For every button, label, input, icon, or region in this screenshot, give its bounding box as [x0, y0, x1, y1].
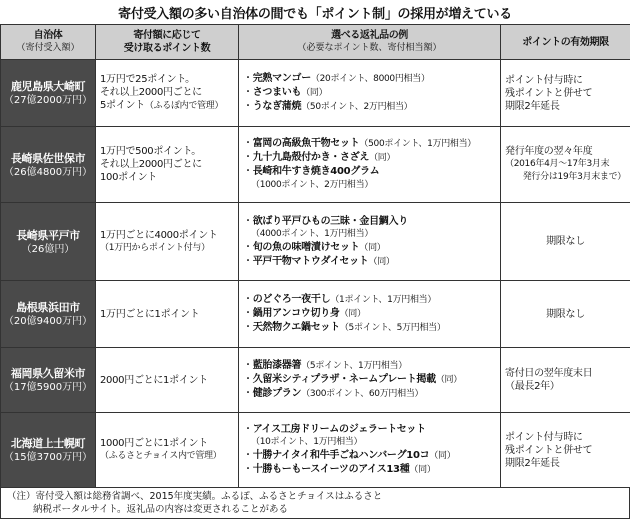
header-points-line2: 受け取るポイント数: [123, 43, 211, 54]
municipality-cell: [1, 281, 96, 348]
gift-item: ・富岡の高級魚干物セット（500ポイント、1万円相当）: [243, 138, 477, 149]
gift-item: ・のどぐろ一夜干し（1ポイント、1万円相当）: [243, 294, 437, 305]
gift-detail: （1000ポイント、2万円相当）: [251, 180, 374, 190]
municipality-cell: [1, 413, 96, 488]
points-text: 1万円で500ポイント。: [100, 146, 201, 157]
gift-item: ・久留米シティプラザ・ネームプレート掲載（同）: [243, 374, 462, 385]
validity-text: ポイント付与時に: [505, 74, 583, 86]
validity-text: ポイント付与時に: [505, 431, 583, 443]
gifts-cell: [239, 281, 501, 348]
points-text: 1万円ごとに4000ポイント: [100, 229, 218, 241]
page-title: 寄付受入額の多い自治体の間でも「ポイント制」の採用が増えている: [118, 7, 512, 22]
donation-amount: （27億2000万円）: [3, 95, 93, 106]
table-row: [1, 413, 630, 488]
header-municipality: [1, 25, 96, 60]
gifts-cell: [239, 348, 501, 413]
points-cell: [96, 413, 239, 488]
table-header-row: [1, 25, 630, 60]
gift-detail: （10ポイント、1万円相当）: [251, 437, 363, 447]
donation-amount: （15億3700万円）: [3, 452, 93, 463]
header-municipality-label: 自治体: [33, 30, 63, 41]
points-text: 2000円ごとに1ポイント: [100, 374, 208, 386]
validity-text: 残ポイントと併せて: [505, 87, 593, 99]
points-text: 1万円ごとに1ポイント: [100, 308, 200, 320]
validity-cell: [501, 127, 630, 203]
gift-item: ・十勝もーもースイーツのアイス13種（同）: [243, 464, 436, 475]
gift-detail: （4000ポイント、1万円相当）: [251, 228, 374, 239]
municipality-cell: [1, 127, 96, 203]
validity-text: 期限2年延長: [505, 100, 560, 112]
header-points-line1: 寄付額に応じて: [133, 30, 201, 41]
gifts-cell: [239, 203, 501, 281]
gift-item: ・長崎和牛すき焼き400グラム: [243, 166, 380, 177]
donation-amount: （17億5900万円）: [3, 382, 93, 393]
gift-item: ・平戸干物マトウダイセット（同）: [243, 255, 395, 267]
points-cell: [96, 281, 239, 348]
header-validity: [501, 25, 630, 60]
header-municipality-sub: （寄付受入額）: [16, 43, 80, 53]
table-row: [1, 127, 630, 203]
gift-item: ・旬の魚の味噌漬けセット（同）: [243, 241, 386, 253]
validity-text: 期限なし: [546, 308, 585, 320]
donation-amount: （26億円）: [21, 243, 75, 255]
table-row: [1, 348, 630, 413]
validity-cell: [501, 203, 630, 281]
points-cell: [96, 60, 239, 127]
municipality-name: 長崎県佐世保市: [10, 151, 86, 165]
footnote: [0, 487, 630, 519]
validity-cell: [501, 348, 630, 413]
gift-item: ・完熟マンゴー（20ポイント、8000円相当）: [243, 73, 430, 84]
points-cell: [96, 203, 239, 281]
header-gifts-label: 選べる返礼品の例: [331, 30, 408, 41]
points-cell: [96, 348, 239, 413]
gift-item: ・鍋用アンコウ切り身（同）: [243, 308, 366, 319]
points-text: 100ポイント: [100, 172, 157, 183]
points-note: （1万円からポイント付与）: [100, 242, 210, 253]
donation-amount: （26億4800万円）: [3, 166, 93, 178]
gift-item: ・うなぎ蒲焼（50ポイント、2万円相当）: [243, 101, 413, 112]
header-points: [96, 25, 239, 60]
donation-amount: （20億9400万円）: [3, 316, 93, 327]
municipality-cell: [1, 203, 96, 281]
footnote-line: 納税ポータルサイト。返礼品の内容は変更されることがある: [33, 504, 288, 515]
gift-item: ・さつまいも（同）: [243, 87, 328, 98]
gift-item: ・天然物クエ鍋セット（5ポイント、5万円相当）: [243, 322, 446, 333]
gift-item: ・アイス工房ドリームのジェラートセット: [243, 424, 426, 435]
gift-item: ・藍胎漆器箸（5ポイント、1万円相当）: [243, 360, 407, 371]
header-validity-label: ポイントの有効期限: [522, 36, 609, 48]
points-text: それ以上2000円ごとに: [100, 87, 202, 98]
gift-item: ・九十九島殻付かき・さざえ（同）: [243, 152, 396, 163]
header-gifts-sub: （必要なポイント数、寄付相当額）: [297, 43, 442, 53]
header-gifts: [239, 25, 501, 60]
points-text: 5ポイント: [100, 100, 145, 111]
gift-item: ・欲ばり平戸ひもの三昧・金目鯛入り: [243, 215, 408, 227]
validity-cell: [501, 281, 630, 348]
municipality-name: 鹿児島県大崎町: [10, 80, 86, 93]
municipality-name: 福岡県久留米市: [10, 367, 86, 380]
gifts-cell: [239, 60, 501, 127]
validity-text: 寄付日の翌年度末日: [505, 368, 593, 379]
municipality-cell: [1, 348, 96, 413]
validity-note: 発行分は19年3月末まで）: [522, 172, 626, 182]
points-note: （ふるさとチョイス内で管理）: [100, 451, 222, 461]
validity-cell: [501, 413, 630, 488]
validity-text: 期限2年延長: [505, 457, 560, 469]
points-note: （ふるぽ内で管理）: [144, 101, 224, 111]
municipality-name: 長崎県平戸市: [16, 228, 80, 242]
municipality-name: 島根県浜田市: [16, 301, 80, 314]
comparison-table: [0, 24, 630, 488]
validity-text: （最長2年）: [505, 381, 560, 392]
table-row: [1, 60, 630, 127]
points-text: 1000円ごとに1ポイント: [100, 438, 208, 449]
validity-text: 残ポイントと併せて: [505, 444, 593, 456]
validity-text: 発行年度の翌々年度: [505, 146, 593, 157]
municipality-cell: [1, 60, 96, 127]
points-text: それ以上2000円ごとに: [100, 159, 202, 170]
gifts-cell: [239, 413, 501, 488]
validity-note: （2016年4月～17年3月末: [505, 159, 610, 169]
validity-text: 期限なし: [546, 236, 585, 247]
footnote-line: （注）寄付受入額は総務省調べ、2015年度実績。ふるぽ、ふるさとチョイスはふるさと: [7, 491, 383, 502]
table-row: [1, 203, 630, 281]
table-row: [1, 281, 630, 348]
gift-item: ・健診プラン（300ポイント、60万円相当）: [243, 388, 424, 399]
gifts-cell: [239, 127, 501, 203]
municipality-name: 北海道上士幌町: [10, 437, 86, 450]
gift-item: ・十勝ナイタイ和牛手ごねハンバーグ10コ（同）: [243, 450, 456, 461]
points-cell: [96, 127, 239, 203]
validity-cell: [501, 60, 630, 127]
points-text: 1万円で25ポイント。: [100, 74, 195, 85]
